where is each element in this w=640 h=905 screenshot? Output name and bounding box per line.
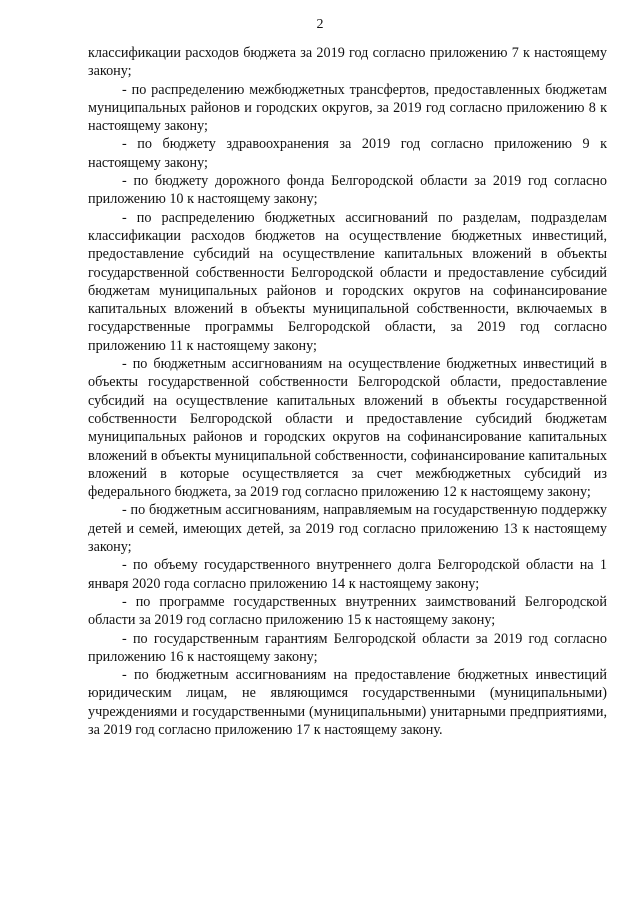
paragraph-item: - по распределению межбюджетных трансфертов, предоставленных бюджетам муниципальных районов и городских округов, за 2019 год согласно приложению 8 к настоящему закону; xyxy=(88,81,607,135)
document-body xyxy=(88,44,607,739)
paragraph-item: - по бюджету здравоохранения за 2019 год согласно приложению 9 к настоящему закону; xyxy=(88,136,607,171)
paragraph-item: - по бюджету дорожного фонда Белгородской области за 2019 год согласно приложению 10 к настоящему закону; xyxy=(88,173,607,208)
paragraph-item: - по бюджетным ассигнованиям на осуществление бюджетных инвестиций в объекты государственной собственности Белгородской области, предоставление субсидий на осуществление капитальных вложений в объекты государственной собственности Белгородской области и предоставление субсидий бюджетам муниципальных районов и городских округов на софинансирование капитальных вложений в объекты муниципальной собственности, софинансирование капитальных вложений в которые осуществляется за счет межбюджетных субсидий из федерального бюджета, за 2019 год согласно приложению 12 к настоящему закону; xyxy=(88,356,607,501)
paragraph-item: - по бюджетным ассигнованиям, направляемым на государственную поддержку детей и семей, имеющих детей, за 2019 год согласно приложению 13 к настоящему закону; xyxy=(88,502,607,556)
page-number: 2 xyxy=(316,17,324,32)
paragraph-item: - по государственным гарантиям Белгородской области за 2019 год согласно приложению 16 к настоящему закону; xyxy=(88,630,607,665)
paragraph-item: - по бюджетным ассигнованиям на предоставление бюджетных инвестиций юридическим лицам, не являющимся государственными (муниципальными) учреждениями и государственными (муниципальными) унитарными предприятиями, за 2019 год согласно приложению 17 к настоящему закону. xyxy=(88,667,607,738)
paragraph-item: - по программе государственных внутренних заимствований Белгородской области за 2019 год согласно приложению 15 к настоящему закону; xyxy=(88,593,607,629)
paragraph-item: - по объему государственного внутреннего долга Белгородской области на 1 января 2020 года согласно приложению 14 к настоящему закону; xyxy=(88,557,607,592)
paragraph-continuation: классификации расходов бюджета за 2019 год согласно приложению 7 к настоящему закону; xyxy=(88,45,607,80)
paragraph-item: - по распределению бюджетных ассигнований по разделам, подразделам классификации расходов бюджетов на осуществление бюджетных инвестиций, предоставление субсидий на осуществление капитальных вложений в объекты государственной собственности Белгородской области и предоставление субсидий бюджетам муниципальных районов и городских округов на софинансирование капитальных вложений в объекты муниципальной собственности, включаемых в государственные программы Белгородской области, за 2019 год согласно приложению 11 к настоящему закону; xyxy=(88,209,607,354)
